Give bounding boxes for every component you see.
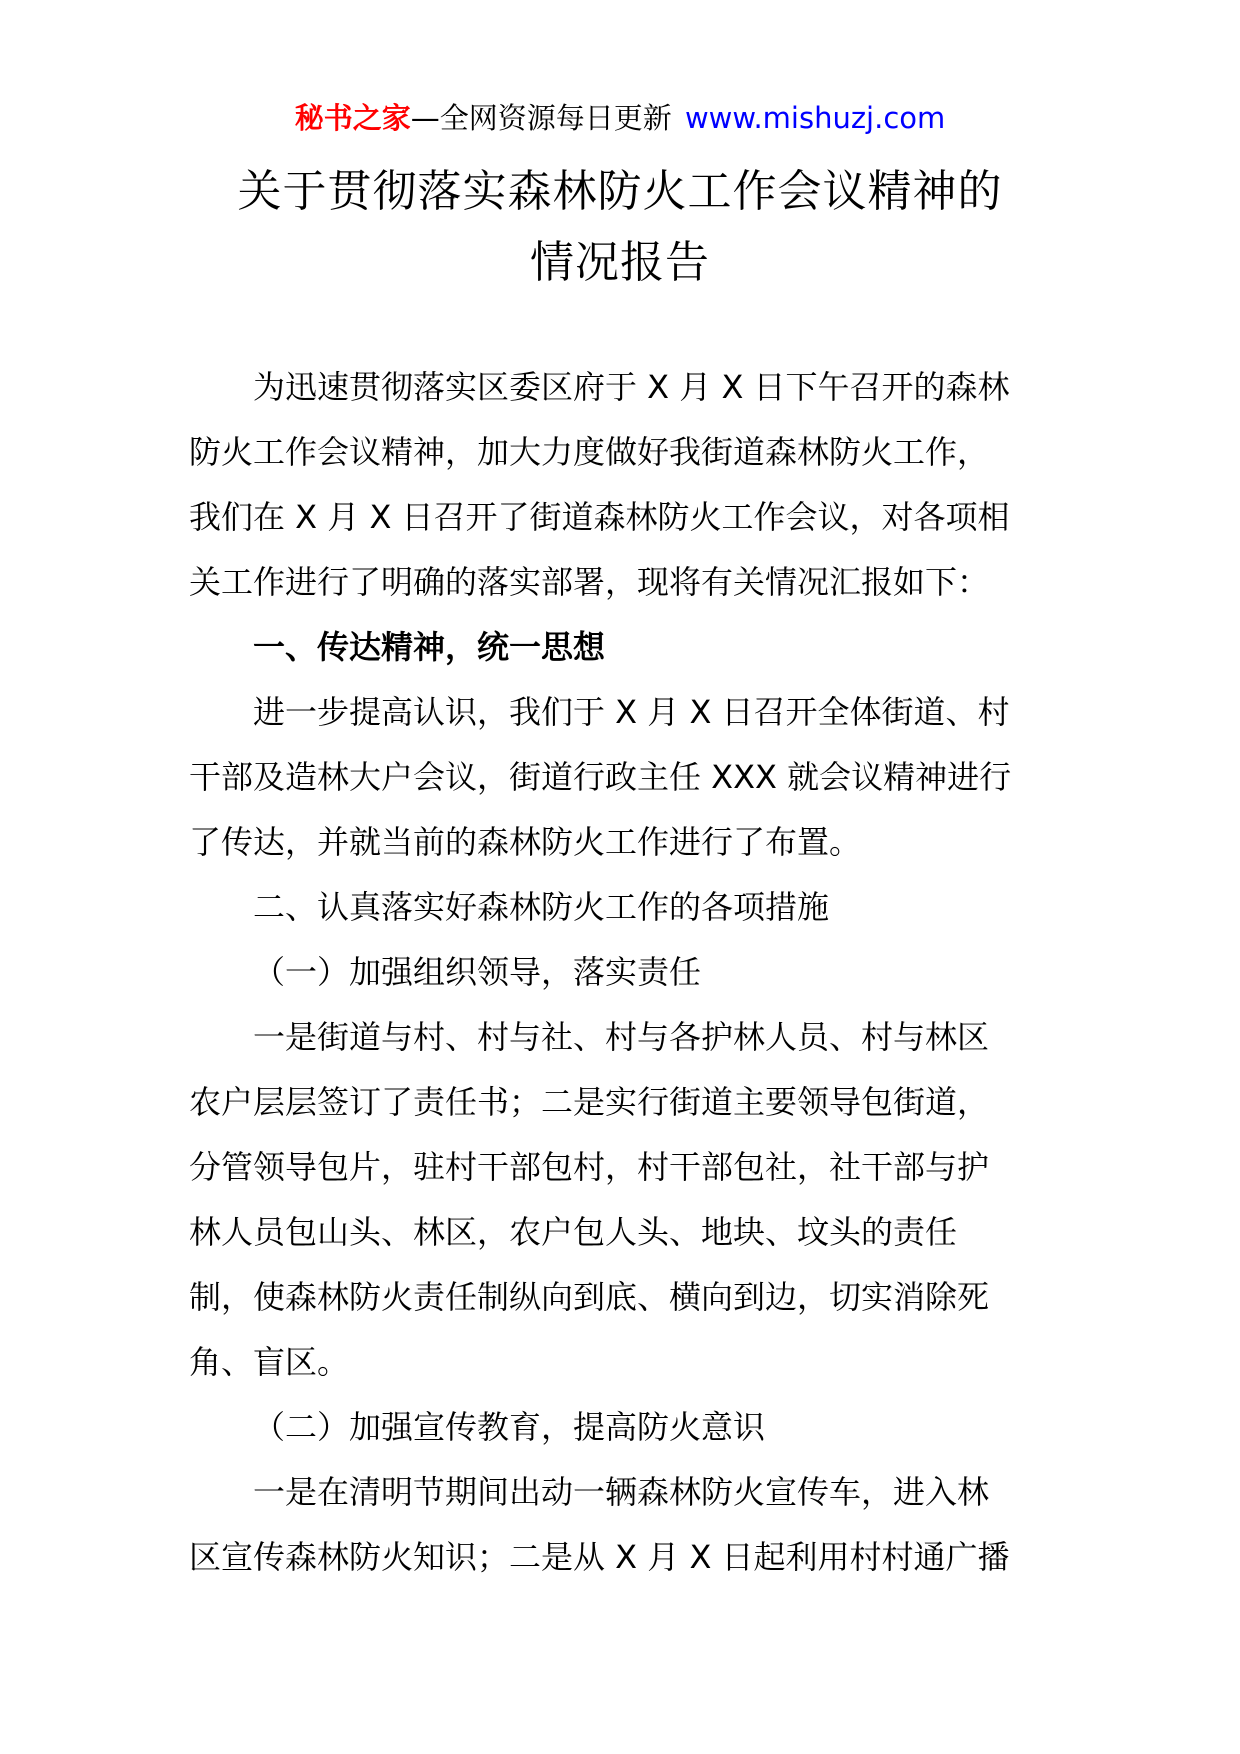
paragraph-line: 区宣传森林防火知识；二是从 X 月 X 日起利用村村通广播 (189, 1538, 1010, 1576)
paragraph-line: 一是在清明节期间出动一辆森林防火宣传车，进入林 (253, 1473, 990, 1511)
document-title-line-1: 关于贯彻落实森林防火工作会议精神的 (237, 166, 1003, 217)
subsection-heading-2: （二）加强宣传教育，提高防火意识 (253, 1408, 766, 1446)
subsection-heading-1: （一）加强组织领导，落实责任 (253, 953, 702, 991)
site-brand: 秘书之家 (294, 101, 411, 135)
document-title-line-2: 情况报告 (530, 237, 710, 288)
site-url-link[interactable]: www.mishuzj.com (684, 101, 946, 135)
site-slogan: —全网资源每日更新 (410, 101, 672, 135)
paragraph-line: 分管领导包片，驻村干部包村，村干部包社，社干部与护 (189, 1148, 990, 1186)
paragraph-line: 进一步提高认识，我们于 X 月 X 日召开全体街道、村 (253, 693, 1010, 731)
paragraph-line: 制，使森林防火责任制纵向到底、横向到边，切实消除死 (189, 1278, 990, 1316)
paragraph-line: 林人员包山头、林区，农户包人头、地块、坟头的责任 (189, 1213, 958, 1251)
paragraph-line: 一是街道与村、村与社、村与各护林人员、村与林区 (253, 1018, 990, 1056)
section-heading-1: 一、传达精神，统一思想 (253, 628, 606, 666)
paragraph-line: 防火工作会议精神，加大力度做好我街道森林防火工作， (189, 433, 990, 471)
site-header (0, 98, 1240, 138)
section-heading-2: 二、认真落实好森林防火工作的各项措施 (253, 888, 830, 926)
paragraph-line: 干部及造林大户会议，街道行政主任 XXX 就会议精神进行 (189, 758, 1012, 796)
document-body (189, 355, 1059, 1590)
paragraph-line: 农户层层签订了责任书；二是实行街道主要领导包街道， (189, 1083, 990, 1121)
paragraph-line: 关工作进行了明确的落实部署，现将有关情况汇报如下： (189, 563, 990, 601)
paragraph-line: 了传达，并就当前的森林防火工作进行了布置。 (189, 823, 862, 861)
paragraph-line: 为迅速贯彻落实区委区府于 X 月 X 日下午召开的森林 (253, 368, 1010, 406)
paragraph-line: 角、盲区。 (189, 1343, 350, 1381)
paragraph-line: 我们在 X 月 X 日召开了街道森林防火工作会议，对各项相 (189, 498, 1010, 536)
